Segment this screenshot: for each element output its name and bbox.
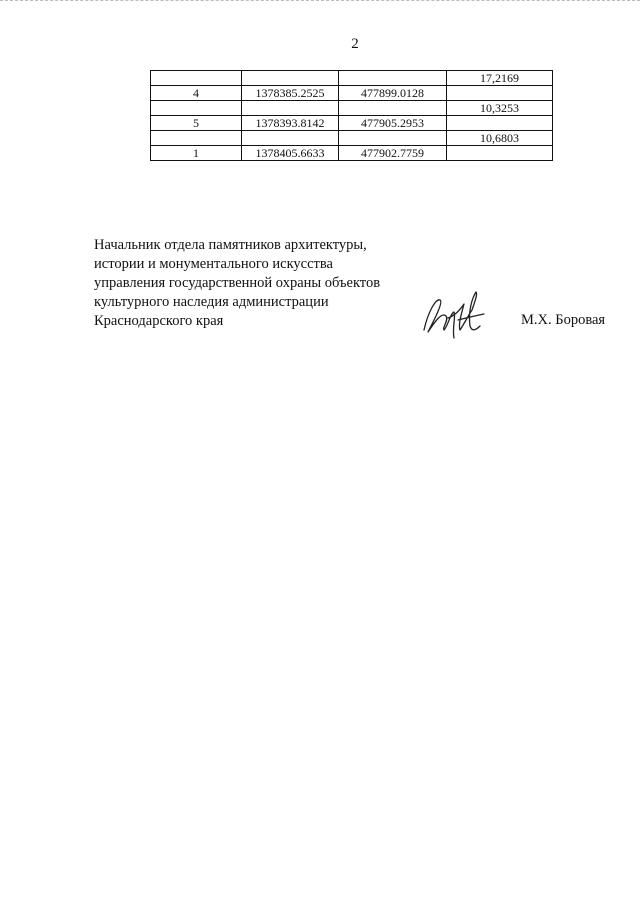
point-cell: 4 (151, 86, 242, 101)
distance-cell (447, 146, 553, 161)
x-coordinate-cell (242, 101, 339, 116)
y-coordinate-cell: 477899.0128 (339, 86, 447, 101)
table-row (151, 131, 553, 146)
coordinates-table (150, 70, 553, 161)
table-row (151, 101, 553, 116)
scan-top-edge (0, 0, 640, 7)
table-row (151, 86, 553, 101)
signatory-position (94, 236, 424, 331)
distance-cell: 17,2169 (447, 71, 553, 86)
y-coordinate-cell (339, 101, 447, 116)
position-line: культурного наследия администрации (94, 294, 329, 310)
point-cell (151, 131, 242, 146)
point-cell (151, 71, 242, 86)
distance-cell: 10,6803 (447, 131, 553, 146)
x-coordinate-cell: 1378385.2525 (242, 86, 339, 101)
y-coordinate-cell (339, 131, 447, 146)
position-line: Краснодарского края (94, 313, 224, 329)
table-row (151, 71, 553, 86)
point-cell: 1 (151, 146, 242, 161)
handwritten-signature (418, 290, 490, 344)
position-line: Начальник отдела памятников архитектуры, (94, 237, 367, 253)
coordinates-table-body (151, 71, 553, 161)
table-row (151, 116, 553, 131)
position-line: истории и монументального искусства (94, 256, 333, 272)
y-coordinate-cell: 477902.7759 (339, 146, 447, 161)
distance-cell (447, 86, 553, 101)
distance-cell: 10,3253 (447, 101, 553, 116)
x-coordinate-cell (242, 71, 339, 86)
x-coordinate-cell: 1378405.6633 (242, 146, 339, 161)
distance-cell (447, 116, 553, 131)
page-number: 2 (351, 36, 359, 52)
signer-name: М.Х. Боровая (521, 312, 606, 328)
x-coordinate-cell (242, 131, 339, 146)
y-coordinate-cell (339, 71, 447, 86)
x-coordinate-cell: 1378393.8142 (242, 116, 339, 131)
point-cell: 5 (151, 116, 242, 131)
y-coordinate-cell: 477905.2953 (339, 116, 447, 131)
point-cell (151, 101, 242, 116)
table-row (151, 146, 553, 161)
position-line: управления государственной охраны объектов (94, 275, 381, 291)
